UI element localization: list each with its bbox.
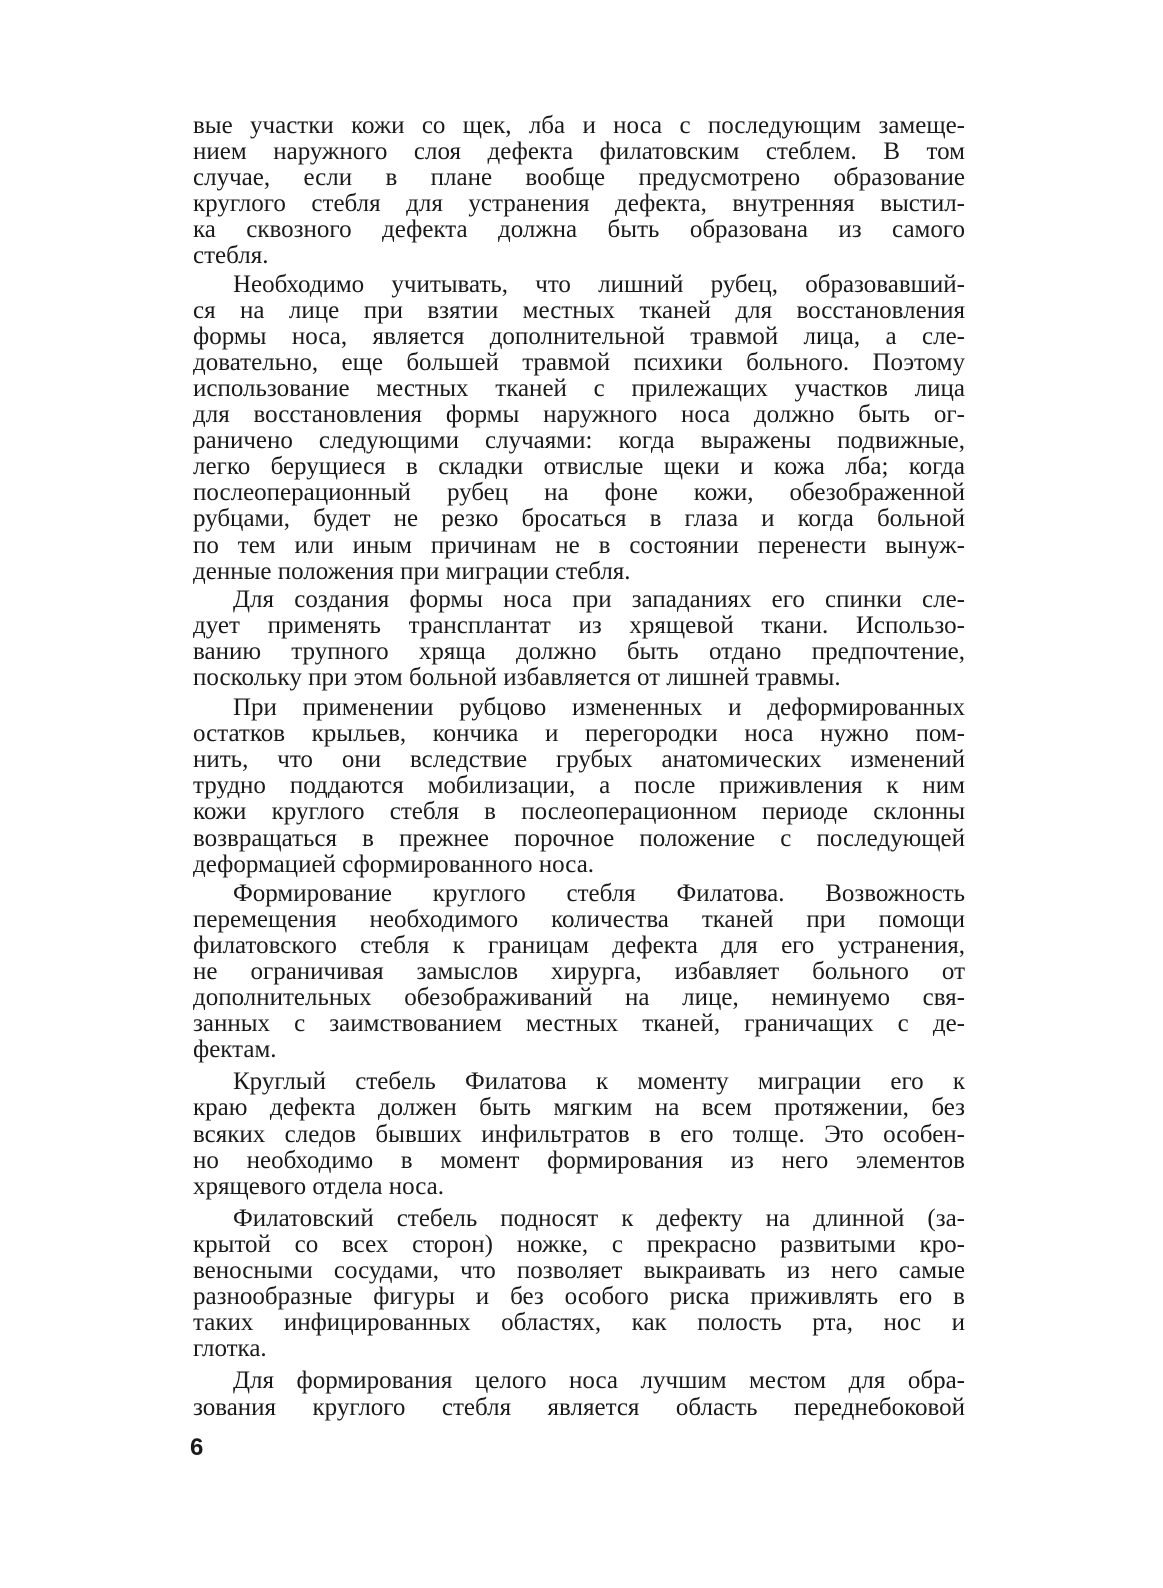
text-line: Круглый стебель Филатова к моменту миграции его к — [233, 1068, 965, 1096]
text-line: по тем или иным причинам не в состоянии перенести вынуж- — [193, 531, 965, 559]
text-line: зования круглого стебля является область переднебоковой — [193, 1393, 965, 1421]
text-line: ванию трупного хряща должно быть отдано предпочтение, — [193, 637, 965, 665]
body-text — [193, 113, 965, 1421]
text-line: Для создания формы носа при западаниях его спинки сле- — [233, 585, 965, 613]
text-line: фектам. — [193, 1036, 277, 1064]
text-line: перемещения необходимого количества тканей при помощи — [193, 905, 965, 933]
text-line: занных с заимствованием местных тканей, граничащих с де- — [193, 1010, 965, 1038]
paragraph — [193, 1368, 965, 1420]
text-line: ся на лице при взятии местных тканей для восстановления — [193, 296, 965, 324]
text-line: случае, если в плане вообще предусмотрено образование — [193, 164, 965, 192]
text-line: остатков крыльев, кончика и перегородки носа нужно пом- — [193, 720, 965, 748]
paragraph — [193, 1206, 965, 1363]
text-line: нить, что они вследствие грубых анатомических изменений — [193, 746, 965, 774]
text-line: дует применять трансплантат из хрящевой ткани. Использо- — [193, 611, 965, 639]
text-line: глотка. — [193, 1335, 267, 1363]
text-line: Необходимо учитывать, что лишний рубец, образовавший- — [233, 270, 965, 298]
text-line: стебля. — [193, 242, 269, 270]
text-line: послеоперационный рубец на фоне кожи, обезображенной — [193, 479, 965, 507]
text-line: таких инфицированных областях, как полость рта, нос и — [193, 1309, 965, 1337]
text-line: формы носа, является дополнительной травмой лица, а сле- — [193, 322, 965, 350]
text-line: легко берущиеся в складки отвислые щеки и кожа лба; когда — [193, 453, 965, 481]
text-line: круглого стебля для устранения дефекта, внутренняя выстил- — [193, 190, 965, 218]
text-line: дополнительных обезображиваний на лице, неминуемо свя- — [193, 984, 965, 1012]
text-line: разнообразные фигуры и без особого риска приживлять его в — [193, 1283, 965, 1311]
text-line: довательно, еще большей травмой психики больного. Поэтому — [193, 348, 965, 376]
text-line: краю дефекта должен быть мягким на всем протяжении, без — [193, 1094, 965, 1122]
paragraph — [193, 881, 965, 1064]
text-line: веносными сосудами, что позволяет выкраивать из него самые — [193, 1257, 965, 1285]
page-number: 6 — [190, 1434, 204, 1461]
paragraph — [193, 113, 965, 270]
paragraph — [193, 695, 965, 878]
text-line: филатовского стебля к границам дефекта для его устранения, — [193, 931, 965, 959]
text-line: нием наружного слоя дефекта филатовским стеблем. В том — [193, 138, 965, 166]
text-line: хрящевого отдела носа. — [193, 1172, 445, 1200]
text-line: ка сквозного дефекта должна быть образована из самого — [193, 216, 965, 244]
text-line: денные положения при миграции стебля. — [193, 557, 631, 585]
paragraph — [193, 272, 965, 585]
text-line: кожи круглого стебля в послеоперационном периоде склонны — [193, 798, 965, 826]
text-line: деформацией сформированного носа. — [193, 850, 595, 878]
text-line: для восстановления формы наружного носа должно быть ог- — [193, 401, 965, 429]
text-line: Филатовский стебель подносят к дефекту на длинной (за- — [233, 1204, 965, 1232]
text-line: Для формирования целого носа лучшим местом для обра- — [233, 1367, 965, 1395]
text-line: не ограничивая замыслов хирурга, избавляет больного от — [193, 958, 965, 985]
text-line: но необходимо в момент формирования из него элементов — [193, 1146, 965, 1174]
paragraph — [193, 587, 965, 691]
paragraph — [193, 1069, 965, 1199]
text-line: поскольку при этом больной избавляется от лишней травмы. — [193, 663, 841, 691]
text-line: возвращаться в прежнее порочное положение с последующей — [193, 824, 965, 852]
text-line: При применении рубцово измененных и деформированных — [233, 694, 965, 722]
text-line: использование местных тканей с прилежащих участков лица — [193, 374, 965, 402]
text-line: Формирование круглого стебля Филатова. Возвожность — [233, 879, 965, 907]
text-line: трудно поддаются мобилизации, а после приживления к ним — [193, 772, 965, 800]
text-line: крытой со всех сторон) ножке, с прекрасно развитыми кро- — [193, 1230, 965, 1258]
text-line: вые участки кожи со щек, лба и носа с последующим замеще- — [193, 112, 965, 139]
text-line: раничено следующими случаями: когда выражены подвижные, — [193, 427, 965, 455]
text-line: всяких следов бывших инфильтратов в его толще. Это особен- — [193, 1120, 965, 1148]
text-line: рубцами, будет не резко бросаться в глаза и когда больной — [193, 505, 965, 533]
